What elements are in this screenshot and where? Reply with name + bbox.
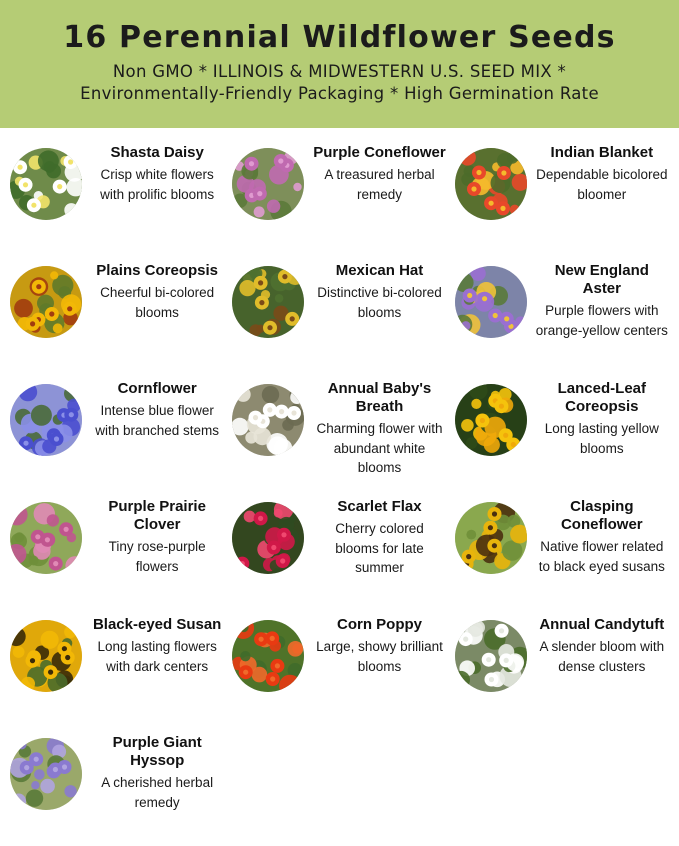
flower-text: [82, 616, 224, 676]
annual-candytuft-photo: [455, 620, 527, 692]
flower-text: [527, 498, 669, 576]
flower-description: Native flower related to black eyed susans: [538, 539, 665, 574]
babys-breath-photo: [232, 384, 304, 456]
flower-text: [82, 498, 224, 576]
flower-description: Cherry colored blooms for late summer: [335, 521, 424, 576]
flower-name: Shasta Daisy: [110, 144, 204, 161]
lanced-leaf-coreopsis-photo: [455, 384, 527, 456]
flower-item[interactable]: [451, 374, 673, 492]
flower-name: Purple Giant Hyssop: [112, 734, 202, 769]
flower-item[interactable]: [451, 138, 673, 256]
flower-description: Long lasting yellow blooms: [544, 421, 659, 456]
flower-description: Large, showy brilliant blooms: [316, 639, 443, 674]
flower-name: Lanced-Leaf Coreopsis: [557, 380, 646, 415]
flower-name: Annual Baby's Breath: [327, 380, 432, 415]
flower-item[interactable]: [228, 138, 450, 256]
flower-row: [6, 138, 673, 256]
flower-row: [6, 610, 673, 728]
flower-text: [82, 262, 224, 322]
flower-description: Purple flowers with orange-yellow centers: [535, 303, 668, 338]
flower-text: [82, 380, 224, 440]
flower-item[interactable]: [6, 492, 228, 610]
flower-name: Scarlet Flax: [337, 498, 422, 515]
flower-item[interactable]: [451, 256, 673, 374]
flower-item[interactable]: [228, 256, 450, 374]
flower-text: [82, 734, 224, 812]
flower-text: [304, 262, 446, 322]
indian-blanket-photo: [455, 148, 527, 220]
flower-item[interactable]: [6, 728, 228, 846]
clasping-coneflower-photo: [455, 502, 527, 574]
new-england-aster-photo: [455, 266, 527, 338]
flower-item[interactable]: [6, 256, 228, 374]
purple-prairie-clover-photo: [10, 502, 82, 574]
banner-subtitle-line-2: Environmentally-Friendly Packaging * High Germination Rate: [80, 84, 599, 104]
flower-description: Crisp white flowers with prolific blooms: [100, 167, 215, 202]
flower-item[interactable]: [6, 138, 228, 256]
banner-subtitle-line-1: Non GMO * ILLINOIS & MIDWESTERN U.S. SEED MIX *: [112, 62, 567, 81]
flower-name: Annual Candytuft: [539, 616, 665, 633]
flower-name: Cornflower: [117, 380, 197, 397]
page-title: 16 Perennial Wildflower Seeds: [63, 20, 616, 55]
flower-item[interactable]: [6, 374, 228, 492]
purple-giant-hyssop-photo: [10, 738, 82, 810]
flower-row: [6, 492, 673, 610]
flower-description: A slender bloom with dense clusters: [539, 639, 665, 674]
mexican-hat-photo: [232, 266, 304, 338]
flower-name: New England Aster: [554, 262, 649, 297]
flower-description: Cheerful bi-colored blooms: [100, 285, 215, 320]
flower-name: Corn Poppy: [336, 616, 422, 633]
flower-text: [304, 380, 446, 478]
flower-grid: [0, 128, 679, 846]
cornflower-photo: [10, 384, 82, 456]
flower-item[interactable]: [228, 610, 450, 728]
flower-item[interactable]: [228, 492, 450, 610]
flower-name: Mexican Hat: [335, 262, 424, 279]
flower-description: Charming flower with abundant white blooms: [316, 421, 443, 476]
flower-description: Dependable bicolored bloomer: [536, 167, 668, 202]
flower-name: Black-eyed Susan: [92, 616, 222, 633]
flower-text: [304, 498, 446, 578]
flower-row: [6, 256, 673, 374]
flower-description: Tiny rose-purple flowers: [108, 539, 206, 574]
flower-description: A cherished herbal remedy: [101, 775, 214, 810]
flower-text: [527, 144, 669, 204]
flower-description: Long lasting flowers with dark centers: [97, 639, 217, 674]
flower-row: [6, 728, 673, 846]
flower-name: Plains Coreopsis: [96, 262, 219, 279]
header-banner: [0, 0, 679, 128]
flower-description: Intense blue flower with branched stems: [95, 403, 220, 438]
flower-item[interactable]: [228, 374, 450, 492]
flower-text: [527, 262, 669, 340]
flower-text: [527, 380, 669, 458]
shasta-daisy-photo: [10, 148, 82, 220]
flower-text: [304, 144, 446, 204]
scarlet-flax-photo: [232, 502, 304, 574]
flower-name: Clasping Coneflower: [560, 498, 643, 533]
flower-text: [82, 144, 224, 204]
flower-item[interactable]: [451, 610, 673, 728]
corn-poppy-photo: [232, 620, 304, 692]
flower-description: Distinctive bi-colored blooms: [317, 285, 442, 320]
flower-name: Indian Blanket: [550, 144, 654, 161]
flower-text: [527, 616, 669, 676]
flower-name: Purple Coneflower: [313, 144, 446, 161]
purple-coneflower-photo: [232, 148, 304, 220]
plains-coreopsis-photo: [10, 266, 82, 338]
flower-row: [6, 374, 673, 492]
black-eyed-susan-photo: [10, 620, 82, 692]
flower-text: [304, 616, 446, 676]
flower-item[interactable]: [451, 492, 673, 610]
flower-item[interactable]: [6, 610, 228, 728]
flower-name: Purple Prairie Clover: [108, 498, 206, 533]
flower-description: A treasured herbal remedy: [324, 167, 435, 202]
